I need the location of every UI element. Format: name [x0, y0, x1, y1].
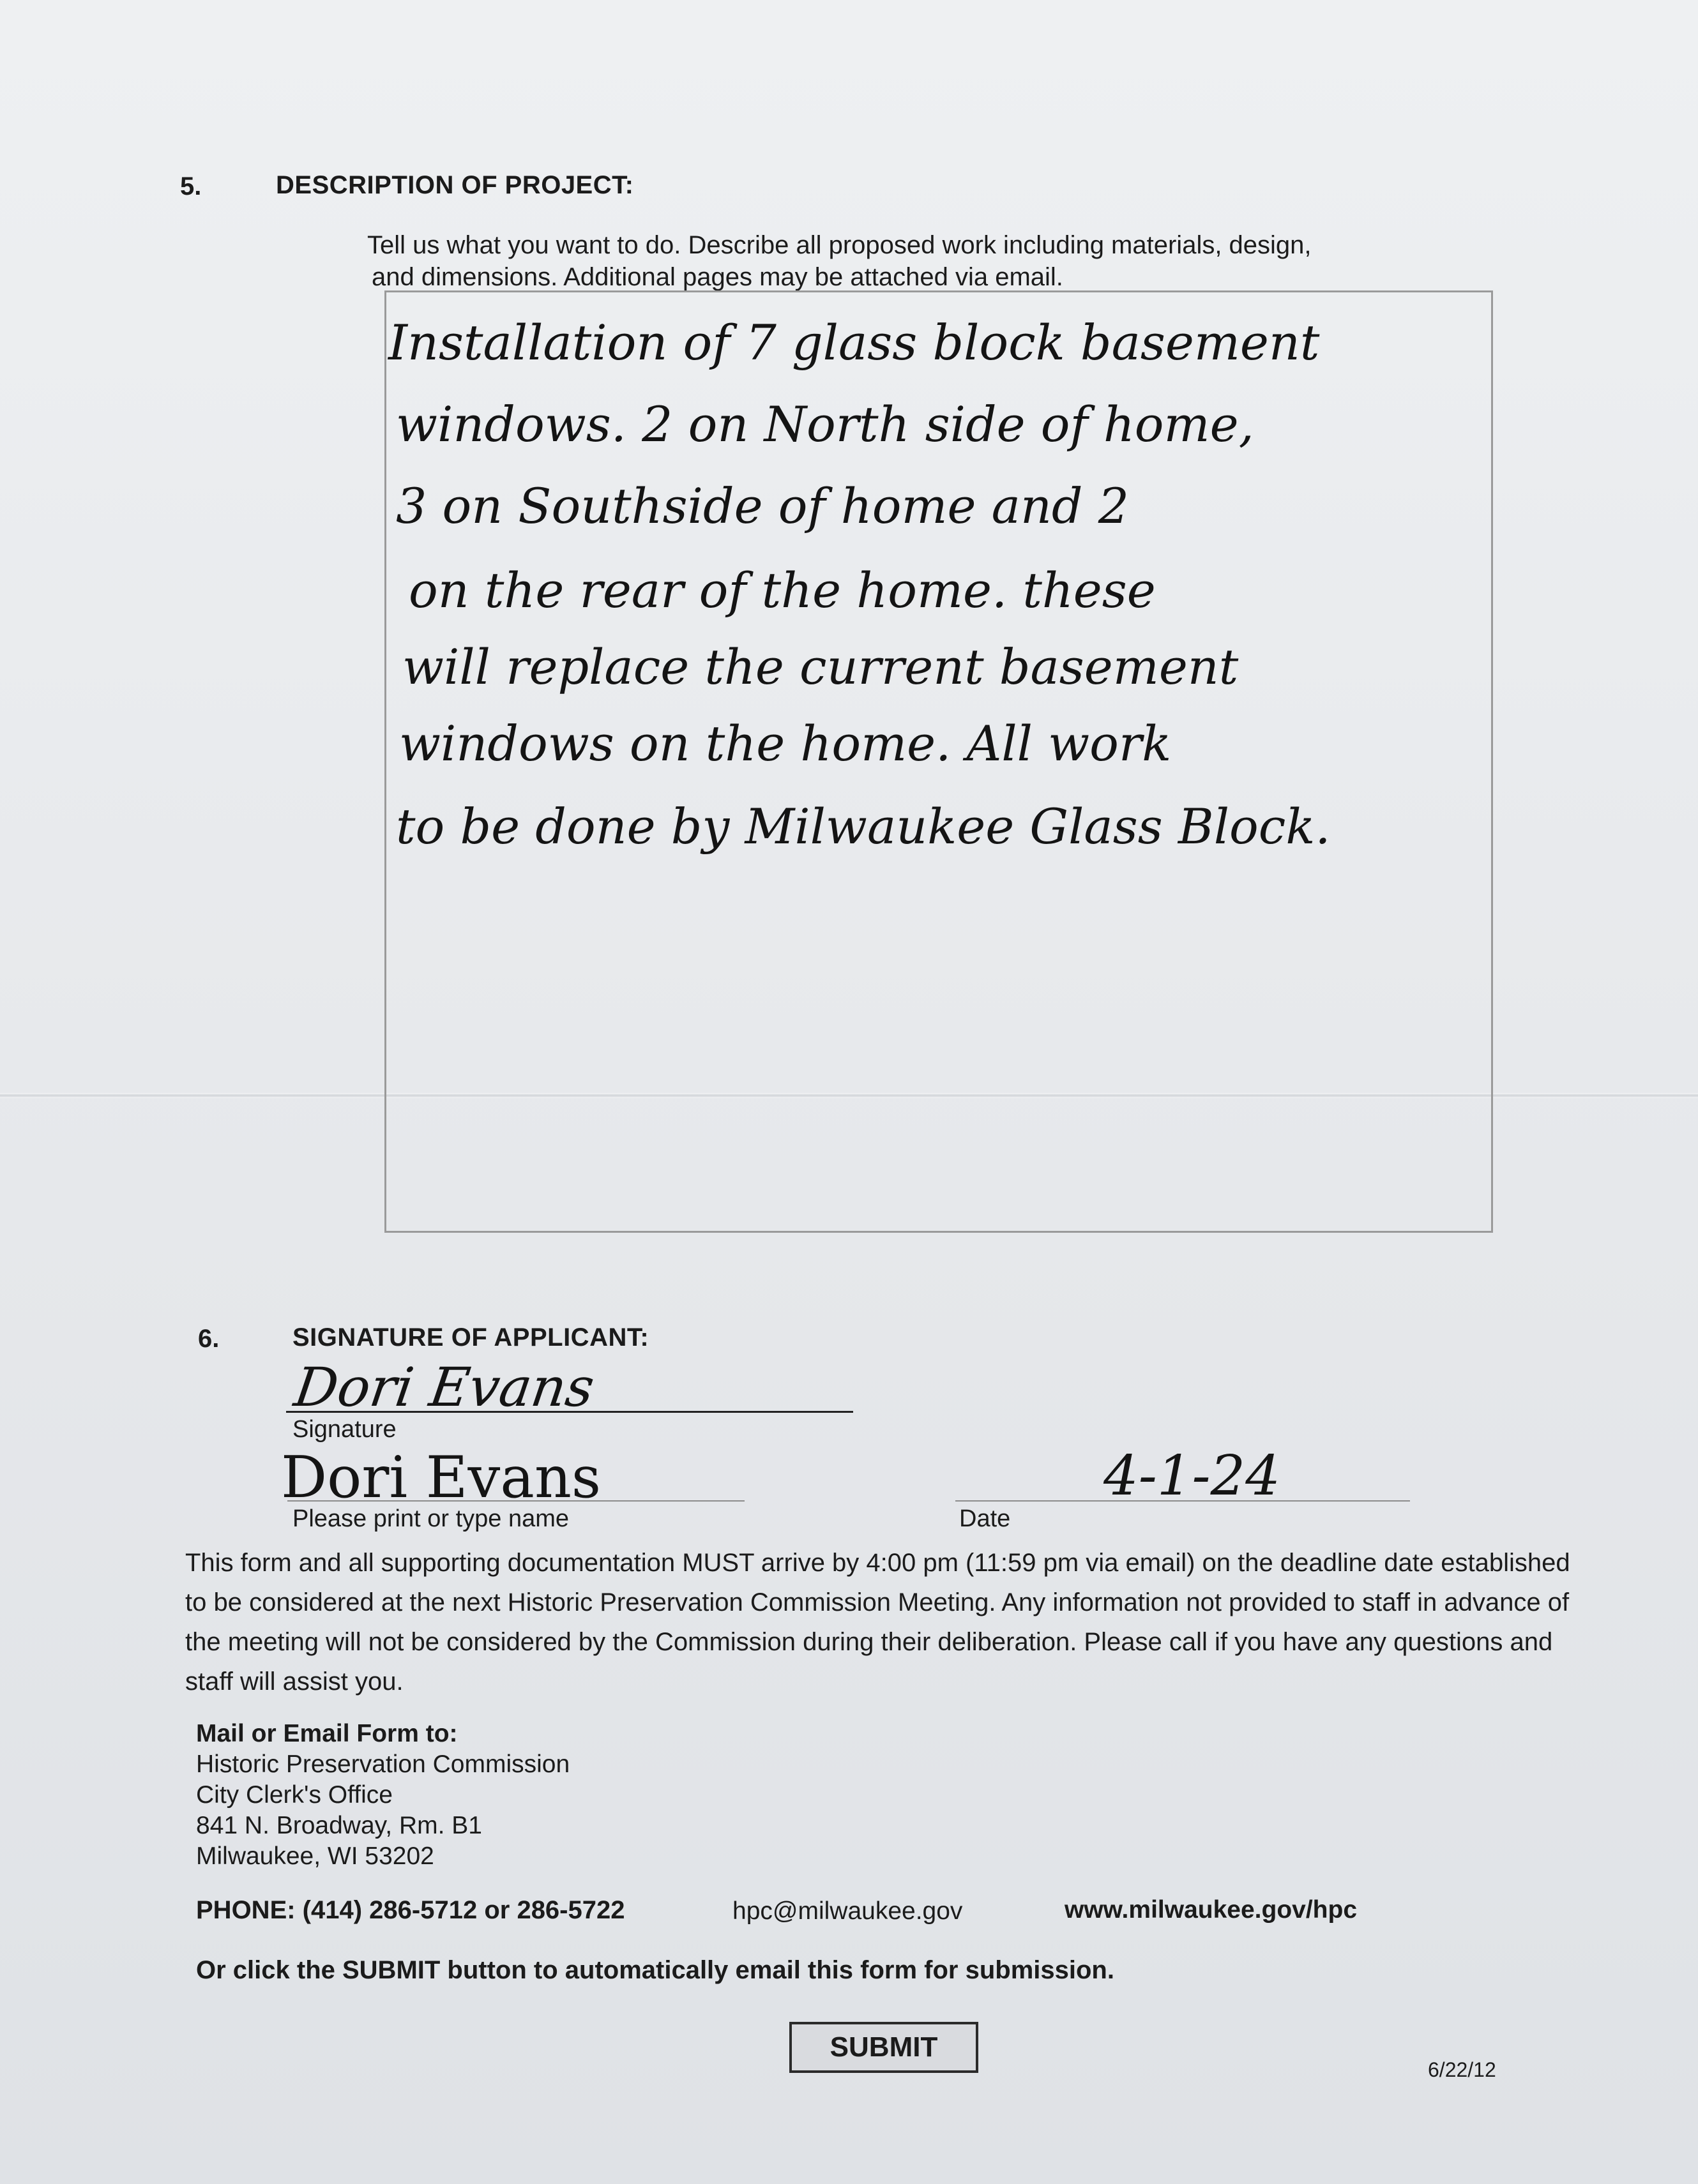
date-label: Date: [959, 1505, 1011, 1532]
mail-line-3: 841 N. Broadway, Rm. B1: [196, 1812, 482, 1839]
section-5-instructions-1: Tell us what you want to do. Describe all proposed work including materials, design,: [367, 231, 1312, 259]
description-line-3: 3 on Southside of home and 2: [396, 478, 1130, 534]
website-link[interactable]: www.milwaukee.gov/hpc: [1065, 1896, 1358, 1924]
section-5-instructions-2: and dimensions. Additional pages may be attached via email.: [372, 263, 1063, 291]
signature-line: [286, 1411, 853, 1413]
description-line-4: on the rear of the home. these: [409, 562, 1156, 619]
printed-name-value: Dori Evans: [281, 1444, 602, 1511]
deadline-notice-line-1: This form and all supporting documentation MUST arrive by 4:00 pm (11:59 pm via email) on the deadline date established: [185, 1549, 1570, 1577]
deadline-notice-line-2: to be considered at the next Historic Preservation Commission Meeting. Any information not provided to staff in advance of: [185, 1588, 1570, 1616]
signature-label: Signature: [292, 1416, 397, 1443]
section-6-number: 6.: [198, 1325, 220, 1353]
printed-name-label: Please print or type name: [292, 1505, 570, 1532]
description-line-2: windows. 2 on North side of home,: [396, 396, 1254, 453]
description-line-7: to be done by Milwaukee Glass Block.: [396, 798, 1331, 855]
deadline-notice: [185, 1543, 1667, 1701]
submit-button[interactable]: SUBMIT: [789, 2022, 978, 2073]
mail-line-1: Historic Preservation Commission: [196, 1751, 570, 1778]
email-link[interactable]: hpc@milwaukee.gov: [732, 1897, 963, 1925]
section-5-title: DESCRIPTION OF PROJECT:: [276, 171, 634, 199]
date-value: 4-1-24: [1103, 1444, 1280, 1508]
form-version-date: 6/22/12: [1428, 2058, 1496, 2081]
date-line: [955, 1500, 1410, 1502]
phone-numbers: PHONE: (414) 286-5712 or 286-5722: [196, 1896, 625, 1924]
mail-line-2: City Clerk's Office: [196, 1781, 393, 1809]
mail-line-4: Milwaukee, WI 53202: [196, 1842, 434, 1870]
description-line-1: Installation of 7 glass block basement: [388, 314, 1320, 371]
section-5-number: 5.: [180, 172, 202, 200]
deadline-notice-line-4: staff will assist you.: [185, 1668, 404, 1696]
mailing-address: [196, 1719, 570, 1872]
applicant-signature: Dori Evans: [291, 1356, 598, 1419]
description-line-6: windows on the home. All work: [399, 715, 1172, 772]
submit-instruction: Or click the SUBMIT button to automatically email this form for submission.: [196, 1956, 1114, 1984]
deadline-notice-line-3: the meeting will not be considered by the Commission during their deliberation. Please call if you have any questions and: [185, 1628, 1553, 1656]
section-6-title: SIGNATURE OF APPLICANT:: [292, 1323, 649, 1352]
printed-name-line: [287, 1500, 745, 1502]
description-line-5: will replace the current basement: [402, 638, 1239, 695]
mail-heading: Mail or Email Form to:: [196, 1720, 458, 1747]
